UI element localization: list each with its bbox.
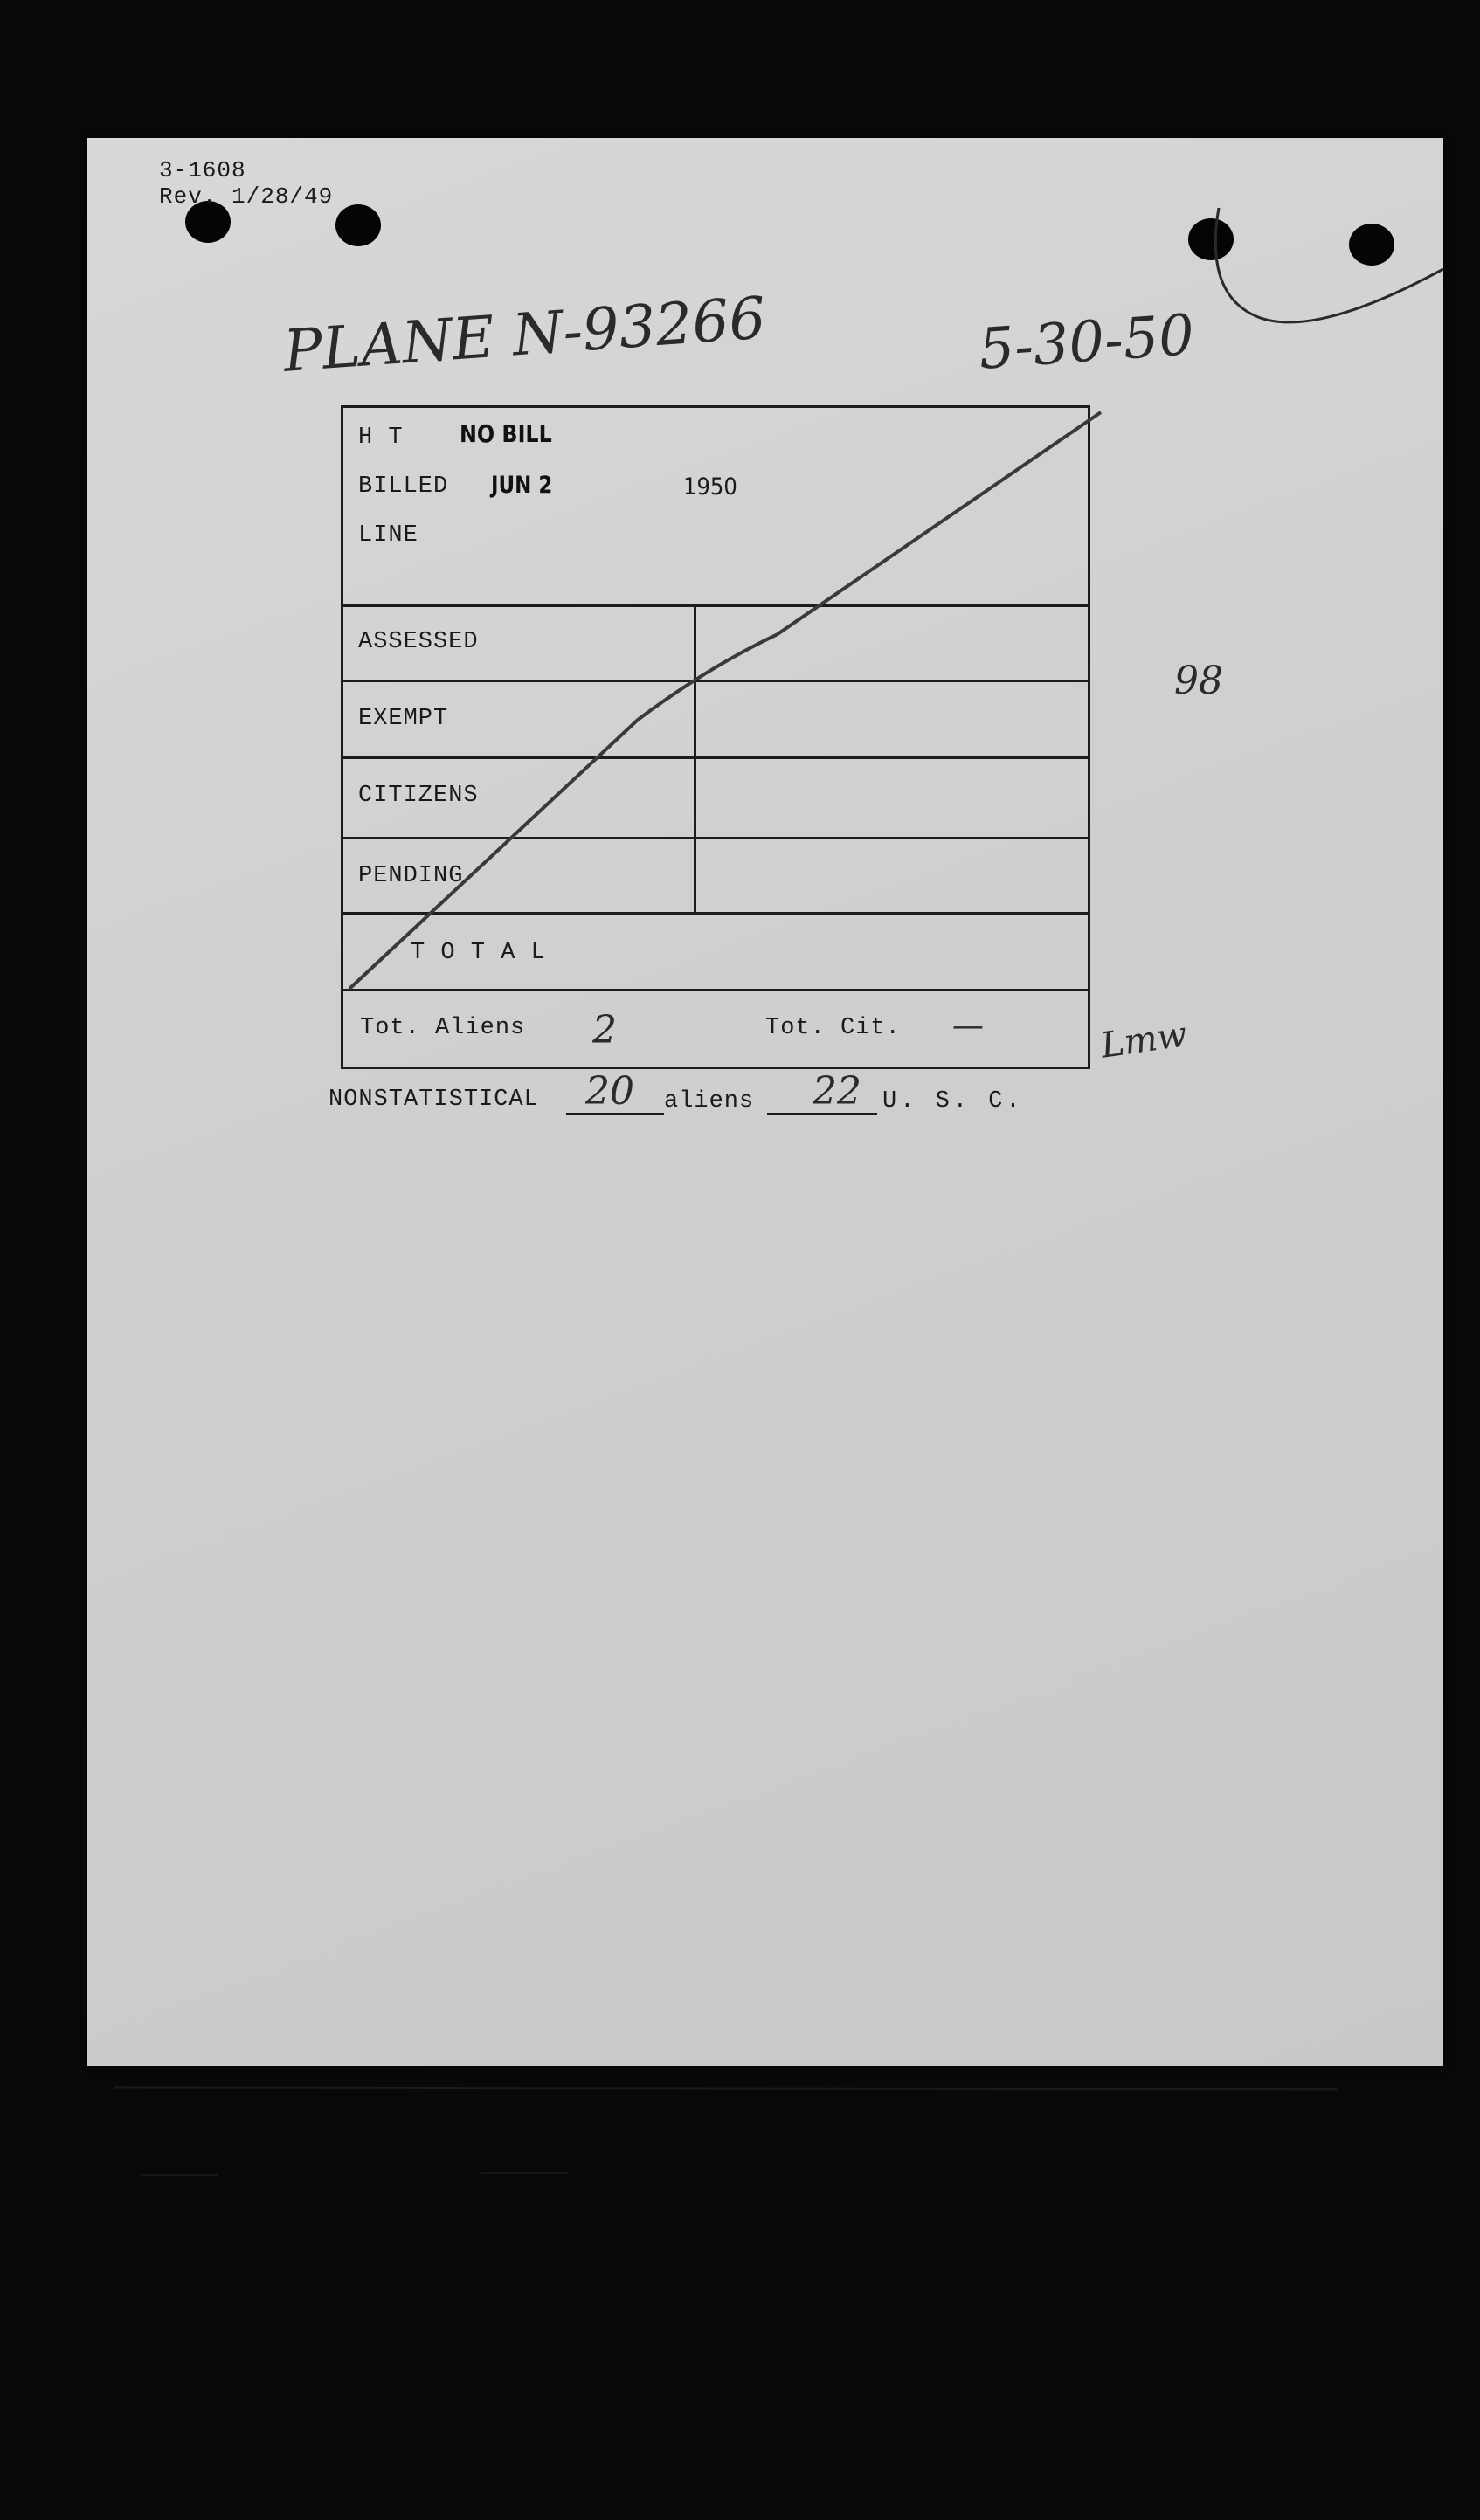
tot-aliens-label: Tot. Aliens [360,1015,526,1041]
line-label: LINE [358,522,418,549]
form-revision: Rev. 1/28/49 [159,183,334,210]
punch-hole-left-2 [335,204,381,246]
ht-label: H T [358,425,404,451]
document-sheet [87,138,1443,2066]
billed-label: BILLED [358,473,449,500]
tot-cit-label: Tot. Cit. [765,1015,901,1041]
nonstat-usc-value: 22 [813,1069,861,1114]
nonstat-aliens-value: 20 [585,1069,634,1114]
row-label-exempt: EXEMPT [358,706,449,732]
nonstat-aliens-word: aliens [664,1088,755,1115]
tot-aliens-value: 2 [592,1008,617,1053]
form-number: 3-1608 [159,157,246,183]
total-label: T O T A L [411,940,546,966]
row-label-assessed: ASSESSED [358,629,479,655]
handwritten-plane-number: PLANE N-93266 [281,284,768,385]
nonstat-label: NONSTATISTICAL [329,1087,539,1113]
diagonal-strike-line [341,405,1110,999]
scanner-artifacts [114,2079,1337,2184]
handwritten-side-number: 98 [1174,659,1223,703]
tot-cit-value: — [952,1008,984,1044]
handwritten-date: 5-30-50 [977,302,1197,383]
form-box [341,405,1090,1069]
handwritten-initials: Lmw [1098,1014,1190,1067]
nonstat-usc-label: U. S. C. [882,1088,1024,1115]
billed-stamp-date: JUN 2 [491,472,553,499]
row-label-pending: PENDING [358,863,464,889]
billed-stamp-year: 1950 [683,473,737,501]
pen-stroke-corner [1118,199,1450,400]
row-label-citizens: CITIZENS [358,783,479,809]
no-bill-stamp: NO BILL [460,419,552,448]
